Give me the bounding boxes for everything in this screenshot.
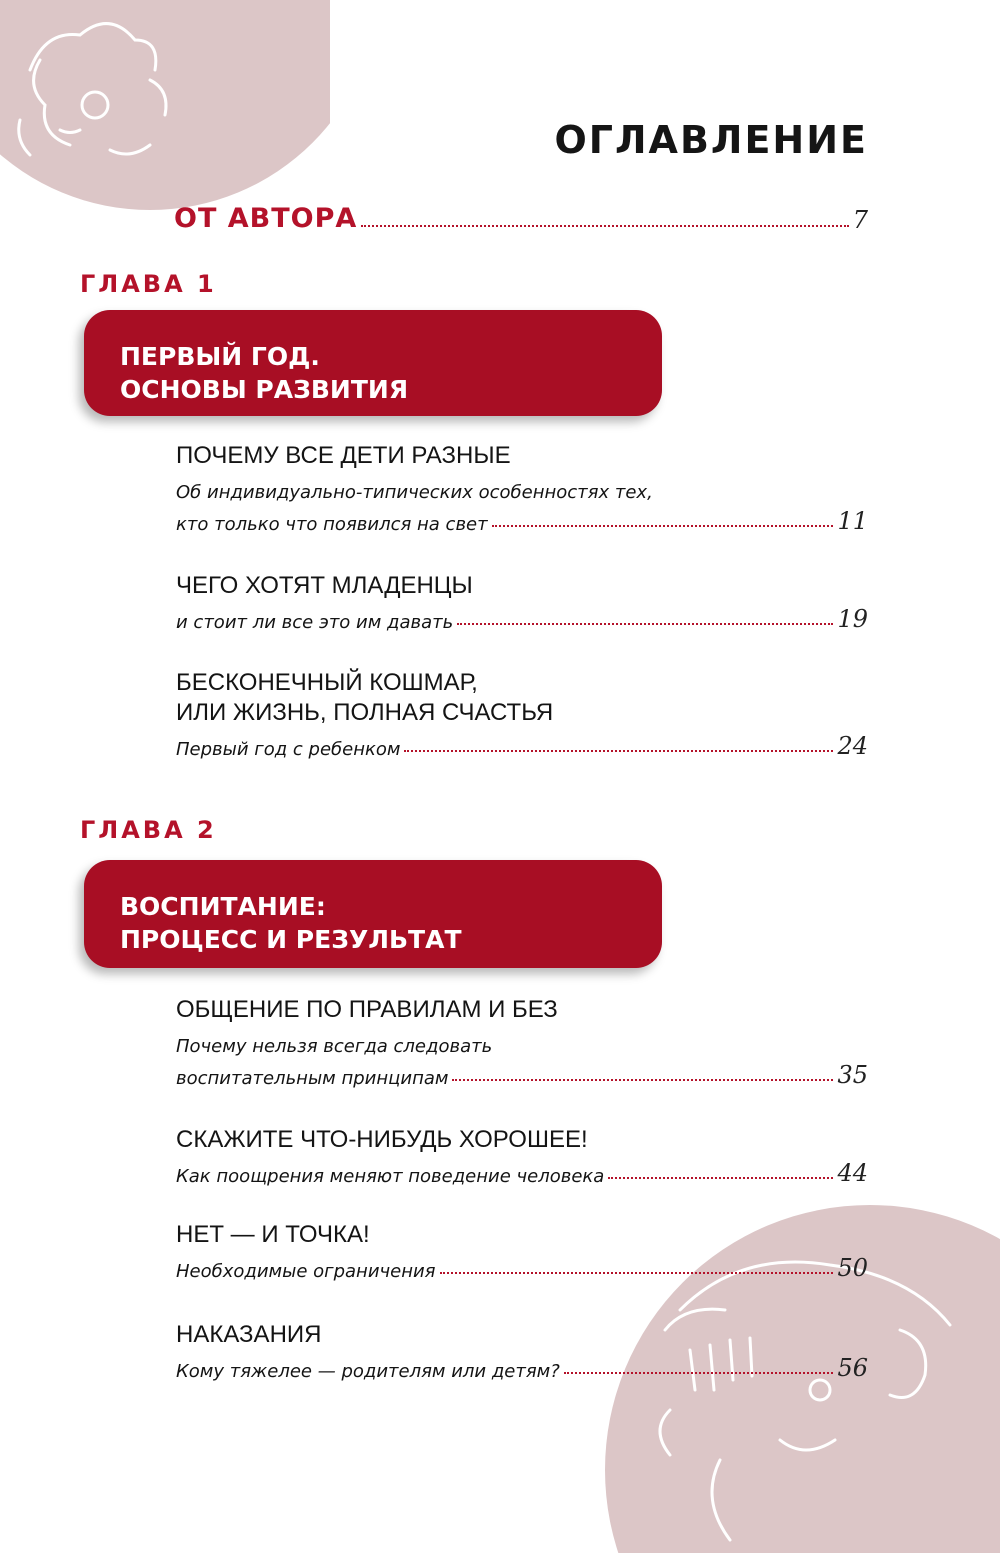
entry-title-line: ПОЧЕМУ ВСЕ ДЕТИ РАЗНЫЕ <box>176 442 511 469</box>
entry-subtitle-text: воспитательным принципам <box>176 1068 449 1089</box>
page-number: 35 <box>837 1061 868 1089</box>
entry-title-line: НАКАЗАНИЯ <box>176 1321 322 1348</box>
dot-leader <box>457 623 833 625</box>
entry-title-line: ЧЕГО ХОТЯТ МЛАДЕНЦЫ <box>176 572 473 599</box>
dot-leader <box>608 1177 833 1179</box>
dot-leader <box>452 1079 833 1081</box>
entry-subtitle-text: Об индивидуально-типических особенностях тех, <box>176 482 653 503</box>
toc-entry[interactable] <box>176 1220 868 1282</box>
entry-subtitle-line <box>176 728 868 760</box>
page-number: 7 <box>852 206 868 234</box>
page-number: 24 <box>837 732 868 760</box>
banner-line: ВОСПИТАНИЕ: <box>120 892 326 921</box>
entry-subtitle-text: и стоит ли все это им давать <box>176 612 454 633</box>
entry-title <box>176 1125 868 1155</box>
toc-entry[interactable] <box>176 571 868 633</box>
intro-label: ОТ АВТОРА <box>174 203 358 234</box>
entry-subtitle-line <box>176 1155 868 1187</box>
toc-entry[interactable] <box>176 668 868 760</box>
entry-title <box>176 668 868 728</box>
child-face-illustration-top <box>0 0 330 210</box>
entry-subtitle-line <box>176 1057 868 1089</box>
entry-title <box>176 1220 868 1250</box>
toc-intro-row[interactable] <box>174 194 868 234</box>
dot-leader <box>492 525 834 527</box>
dot-leader <box>564 1372 834 1374</box>
banner-line: ОСНОВЫ РАЗВИТИЯ <box>120 375 409 404</box>
banner-line: ПЕРВЫЙ ГОД. <box>120 342 320 371</box>
chapter-banner <box>84 310 662 416</box>
toc-entry[interactable] <box>176 995 868 1089</box>
entry-subtitle-text: Кому тяжелее — родителям или детям? <box>176 1361 560 1382</box>
dot-leader <box>404 750 833 752</box>
page-number: 50 <box>837 1254 868 1282</box>
entry-subtitle-line <box>176 471 868 503</box>
entry-title-line: ОБЩЕНИЕ ПО ПРАВИЛАМ И БЕЗ <box>176 996 558 1023</box>
page-number: 44 <box>837 1159 868 1187</box>
entry-subtitle-line <box>176 1350 868 1382</box>
entry-subtitle-text: Необходимые ограничения <box>176 1261 436 1282</box>
chapter-banner <box>84 860 662 968</box>
entry-title-line: БЕСКОНЕЧНЫЙ КОШМАР, <box>176 669 478 696</box>
entry-subtitle-line <box>176 503 868 535</box>
entry-title-line: ИЛИ ЖИЗНЬ, ПОЛНАЯ СЧАСТЬЯ <box>176 699 554 726</box>
entry-subtitle-text: кто только что появился на свет <box>176 514 488 535</box>
entry-subtitle-line <box>176 1025 868 1057</box>
chapter-label: ГЛАВА 2 <box>80 816 217 844</box>
entry-subtitle-text: Как поощрения меняют поведение человека <box>176 1166 605 1187</box>
chapter-label: ГЛАВА 1 <box>80 270 217 298</box>
entry-subtitle-line <box>176 601 868 633</box>
entry-subtitle-line <box>176 1250 868 1282</box>
entry-subtitle-text: Почему нельзя всегда следовать <box>176 1036 493 1057</box>
entry-title <box>176 441 868 471</box>
page-number: 19 <box>837 605 868 633</box>
toc-entry[interactable] <box>176 1320 868 1382</box>
dot-leader <box>440 1272 834 1274</box>
entry-subtitle-text: Первый год с ребенком <box>176 739 401 760</box>
entry-title <box>176 571 868 601</box>
page-number: 11 <box>837 507 868 535</box>
page-number: 56 <box>837 1354 868 1382</box>
dot-leader <box>361 225 848 227</box>
entry-title <box>176 995 868 1025</box>
entry-title <box>176 1320 868 1350</box>
page-title: ОГЛАВЛЕНИЕ <box>554 118 868 162</box>
entry-title-line: НЕТ — И ТОЧКА! <box>176 1221 370 1248</box>
toc-entry[interactable] <box>176 441 868 535</box>
entry-title-line: СКАЖИТЕ ЧТО-НИБУДЬ ХОРОШЕЕ! <box>176 1126 588 1153</box>
banner-line: ПРОЦЕСС И РЕЗУЛЬТАТ <box>120 925 462 954</box>
toc-entry[interactable] <box>176 1125 868 1187</box>
